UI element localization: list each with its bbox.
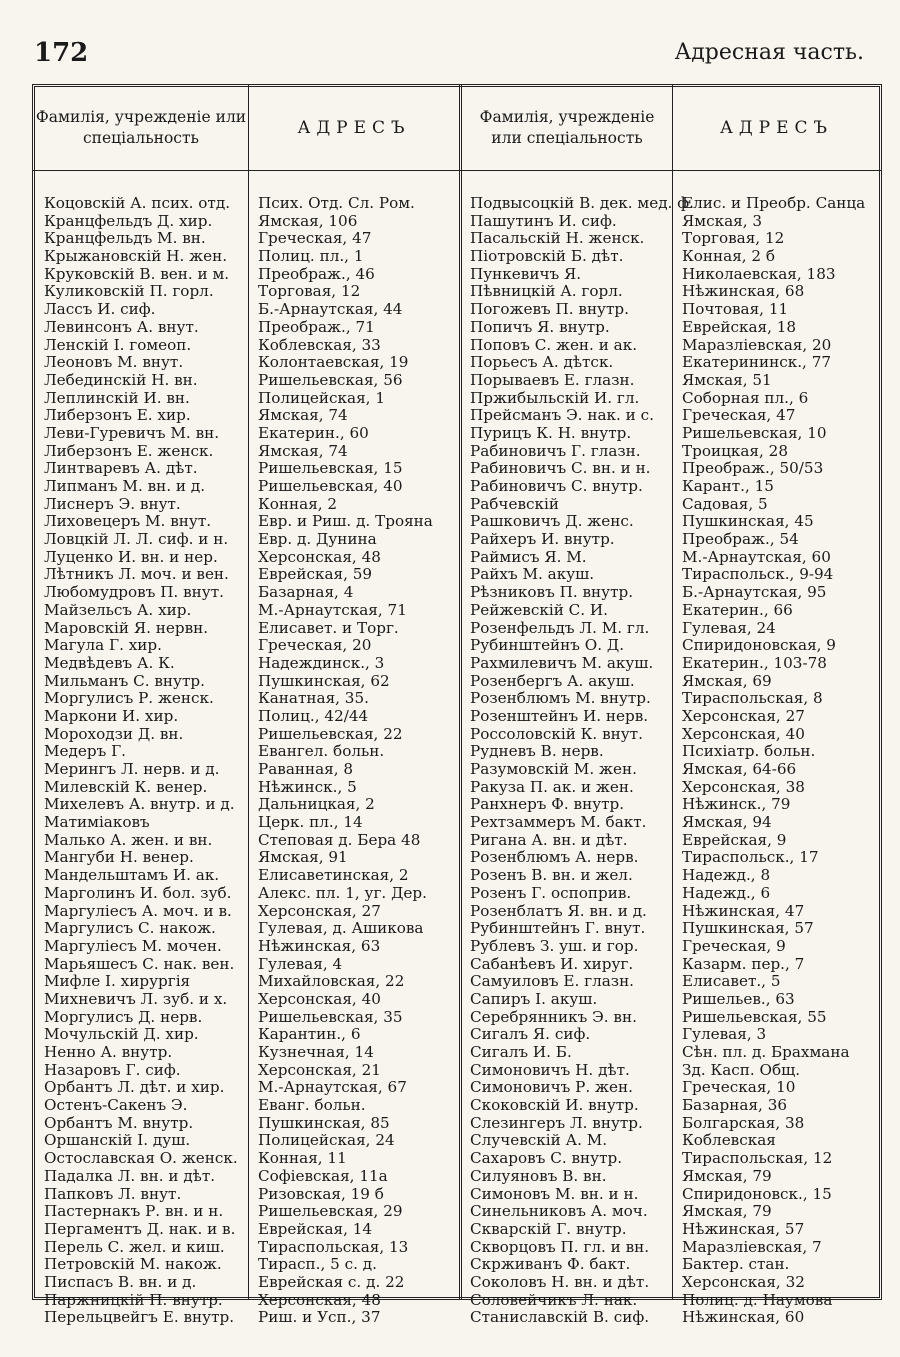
entry-name: Розенштейнъ И. нерв.: [470, 706, 649, 725]
entry-address: Болгарская, 38: [682, 1113, 805, 1132]
entry-address: Сѣн. пл. д. Брахмана: [682, 1043, 850, 1061]
entry-address: Херсонская, 40: [258, 989, 381, 1008]
entry-name: Мочульскій Д. хир.: [44, 1025, 199, 1044]
entry-address: Тираспольская, 12: [682, 1149, 833, 1168]
entry-name: Самуиловъ Е. глазн.: [470, 972, 635, 991]
entry-address: Алекс. пл. 1, уг. Дер.: [258, 883, 427, 902]
entry-address: Маразліевская, 7: [682, 1237, 822, 1256]
entry-name: Рабиновичъ С. вн. и н.: [470, 459, 651, 478]
entry-address: Греческая, 47: [258, 229, 372, 248]
entry-address: Елисавет. и Торг.: [258, 618, 399, 637]
entry-address: Херсонская, 27: [258, 901, 381, 920]
entry-name: Розенблатъ Я. вн. и д.: [470, 901, 647, 920]
entry-name: Папковъ Л. внут.: [44, 1184, 182, 1203]
entry-address: М.-Арнаутская, 60: [682, 547, 831, 566]
entry-address: Раванная, 8: [258, 760, 354, 778]
entry-address: Карант., 15: [682, 477, 774, 495]
entry-address: Ямская, 74: [258, 406, 348, 425]
entry-address: Нѣжинская, 63: [258, 936, 381, 955]
entry-name: Пурицъ К. Н. внутр.: [470, 423, 632, 442]
entry-name: Маровскій Я. нервн.: [44, 618, 209, 637]
entry-address: Псих. Отд. Сл. Ром.: [258, 194, 415, 212]
entry-address: Гулевая, д. Ашикова: [258, 919, 424, 938]
entry-name: Рабчевскій: [470, 494, 559, 513]
entry-name: Коцовскій А. псих. отд.: [44, 194, 231, 212]
entry-address: Степовая д. Бера 48: [258, 830, 421, 849]
entry-address: Ризовская, 19 б: [258, 1184, 384, 1203]
entry-address: Екатерин., 103-78: [682, 653, 827, 672]
entry-address: Пушкинская, 62: [258, 671, 390, 690]
entry-address: Гулевая, 4: [258, 954, 343, 973]
entry-name: Скоковскій И. внутр.: [470, 1096, 639, 1115]
entry-name: Луценко И. вн. и нер.: [44, 547, 218, 566]
entry-name: Маргуліесъ М. мочен.: [44, 936, 222, 955]
entry-address: Еврейская, 9: [682, 830, 787, 849]
left-addresses-column: [258, 195, 433, 1327]
entry-address: Михайловская, 22: [258, 972, 405, 991]
entry-name: Пѣвницкій А. горл.: [470, 282, 623, 301]
entry-name: Пергаментъ Д. нак. и в.: [44, 1219, 236, 1238]
entry-name: Подвысоцкій В. дек. мед. ф.: [470, 194, 694, 212]
entry-name: Пасальскій Н. женск.: [470, 229, 645, 248]
entry-name: Лиховецеръ М. внут.: [44, 512, 212, 531]
entry-address: Пушкинская, 85: [258, 1113, 390, 1132]
entry-address: Полицейская, 24: [258, 1131, 395, 1150]
entry-name: Линтваревъ А. дѣт.: [44, 459, 198, 478]
entry-address: Евангел. больн.: [258, 742, 385, 761]
entry-name: Рабиновичъ Г. глазн.: [470, 441, 641, 460]
entry-name: Ловцкій Л. Л. сиф. и н.: [44, 530, 229, 549]
entry-address: Нѣжинская, 57: [682, 1219, 805, 1238]
entry-name: Раймисъ Я. М.: [470, 547, 587, 566]
entry-name: Рублевъ З. уш. и гор.: [470, 936, 639, 955]
entry-name: Мороходзи Д. вн.: [44, 724, 184, 743]
entry-name: Орбантъ Л. дѣт. и хир.: [44, 1078, 225, 1097]
entry-address: Нѣжинская, 60: [682, 1308, 805, 1327]
entry-address: Бактер. стан.: [682, 1255, 790, 1274]
entry-address: Тираспольская, 13: [258, 1237, 409, 1256]
entry-name: Розенблюмъ А. нерв.: [470, 848, 639, 867]
entry-address: Конная, 2 б: [682, 247, 776, 266]
entry-address: Екатерин., 60: [258, 423, 369, 442]
entry-name: Маргуліесъ А. моч. и в.: [44, 901, 232, 920]
header-name-left: Фамилія, учрежденіе или спеціальность: [35, 108, 247, 147]
entry-name: Случевскій А. М.: [470, 1131, 608, 1150]
entry-address: Ришельевская, 35: [258, 1007, 403, 1026]
column-divider: [248, 84, 249, 1300]
entry-name: Симоновичъ Р. жен.: [470, 1078, 633, 1097]
entry-address: Херсонская, 48: [258, 547, 381, 566]
entry-name: Падалка Л. вн. и дѣт.: [44, 1166, 216, 1185]
entry-address: Надежд., 6: [682, 883, 771, 902]
entry-name: Розенблюмъ М. внутр.: [470, 689, 651, 708]
entry-address: Ришельевская, 55: [682, 1007, 827, 1026]
entry-name: Россоловскій К. внут.: [470, 724, 643, 743]
entry-address: Еврейская с. д. 22: [258, 1272, 405, 1291]
entry-address: Казарм. пер., 7: [682, 954, 805, 973]
entry-name: Пржибыльскій И. гл.: [470, 388, 640, 407]
entry-name: Лѣтникъ Л. моч. и вен.: [44, 565, 229, 584]
entry-name: Ленскій І. гомеоп.: [44, 335, 192, 354]
entry-name: Магула Г. хир.: [44, 636, 162, 655]
entry-name: Лассъ И. сиф.: [44, 300, 156, 319]
entry-name: Мильманъ С. внутр.: [44, 671, 205, 690]
entry-address: Нѣжинск., 79: [682, 795, 791, 814]
entry-name: Ранхнеръ Ф. внутр.: [470, 795, 625, 814]
entry-name: Куликовскій П. горл.: [44, 282, 214, 301]
entry-address: Софіевская, 11а: [258, 1166, 388, 1185]
entry-address: Конная, 11: [258, 1149, 347, 1168]
entry-name: Рашковичъ Д. женс.: [470, 512, 634, 531]
entry-name: Розенбергъ А. акуш.: [470, 671, 635, 690]
entry-name: Мангуби Н. венер.: [44, 848, 194, 867]
entry-name: Слезингеръ Л. внутр.: [470, 1113, 643, 1132]
entry-name: Круковскій В. вен. и м.: [44, 264, 230, 283]
entry-address: Ямская, 91: [258, 848, 348, 867]
header-address-right: АДРЕСЪ: [719, 117, 834, 138]
entry-address: Ришельевская, 56: [258, 370, 403, 389]
entry-name: Сапиръ І. акуш.: [470, 989, 598, 1008]
entry-address: Херсонская, 40: [682, 724, 805, 743]
entry-name: Порываевъ Е. глазн.: [470, 370, 635, 389]
entry-address: Спиридоновская, 9: [682, 636, 836, 655]
entry-address: Канатная, 35.: [258, 689, 369, 708]
entry-name: Марголинъ И. бол. зуб.: [44, 883, 232, 902]
entry-address: Ямская, 64-66: [682, 760, 797, 778]
entry-address: Пушкинская, 57: [682, 919, 814, 938]
entry-name: Михневичъ Л. зуб. и х.: [44, 989, 228, 1008]
entry-address: Пушкинская, 45: [682, 512, 814, 531]
entry-address: Полицейская, 1: [258, 388, 385, 407]
entry-name: Кранцфельдъ Д. хир.: [44, 211, 213, 230]
entry-name: Розенъ В. вн. и жел.: [470, 866, 633, 885]
center-divider: [459, 84, 462, 1300]
entry-address: Б.-Арнаутская, 95: [682, 583, 827, 602]
entry-address: Николаевская, 183: [682, 264, 836, 283]
entry-name: Петровскій М. накож.: [44, 1255, 222, 1274]
entry-name: Мерингъ Л. нерв. и д.: [44, 760, 220, 778]
entry-name: Лебединскій Н. вн.: [44, 370, 198, 389]
entry-name: Леплинскій И. вн.: [44, 388, 190, 407]
entry-address: Ямская, 74: [258, 441, 348, 460]
entry-address: Маразліевская, 20: [682, 335, 832, 354]
entry-name: Рубинштейнъ Г. внут.: [470, 919, 646, 938]
entry-name: Сахаровъ С. внутр.: [470, 1149, 623, 1168]
entry-address: Церк. пл., 14: [258, 813, 363, 832]
entry-address: Ришельевская, 22: [258, 724, 403, 743]
entry-name: Марьяшесъ С. нак. вен.: [44, 954, 235, 973]
entry-name: Моргулисъ Д. нерв.: [44, 1007, 203, 1026]
entry-address: Ямская, 94: [682, 813, 772, 832]
entry-name: Остославская О. женск.: [44, 1149, 238, 1168]
entry-address: Греческая, 10: [682, 1078, 796, 1097]
entry-address: Ришельевская, 10: [682, 423, 827, 442]
entry-name: Леоновъ М. внут.: [44, 353, 184, 372]
entry-address: Ришельевская, 29: [258, 1202, 403, 1221]
entry-address: Преображ., 71: [258, 317, 375, 336]
entry-name: Серебрянникъ Э. вн.: [470, 1007, 637, 1026]
entry-name: Ригана А. вн. и дѣт.: [470, 830, 628, 849]
entry-address: Зд. Касп. Общ.: [682, 1060, 801, 1079]
entry-address: Тираспольск., 9-94: [682, 565, 834, 584]
entry-address: Коблевская: [682, 1131, 776, 1150]
entry-address: Надежд., 8: [682, 866, 771, 885]
entry-address: Полиц. д. Наумова: [682, 1290, 833, 1309]
entry-address: Еврейская, 18: [682, 317, 797, 336]
entry-address: Торговая, 12: [682, 229, 785, 248]
entry-name: Кранцфельдъ М. вн.: [44, 229, 206, 248]
entry-name: Любомудровъ П. внут.: [44, 583, 224, 602]
entry-name: Матиміаковъ: [44, 813, 150, 832]
entry-name: Симоновичъ Н. дѣт.: [470, 1060, 630, 1079]
entry-address: Карантин., 6: [258, 1025, 361, 1044]
entry-address: Елисаветинская, 2: [258, 866, 409, 885]
entry-name: Розенъ Г. оспоприв.: [470, 883, 632, 902]
entry-address: Преображ., 46: [258, 264, 375, 283]
entry-name: Піотровскій Б. дѣт.: [470, 247, 624, 266]
entry-name: Медеръ Г.: [44, 742, 126, 761]
entry-address: Екатерининск., 77: [682, 353, 832, 372]
entry-name: Оршанскій І. душ.: [44, 1131, 191, 1150]
entry-name: Ненно А. внутр.: [44, 1043, 173, 1061]
entry-address: Торговая, 12: [258, 282, 361, 301]
entry-name: Пашутинъ И. сиф.: [470, 211, 617, 230]
entry-address: Евр. д. Дунина: [258, 530, 377, 549]
entry-address: Гулевая, 3: [682, 1025, 767, 1044]
entry-address: Греческая, 9: [682, 936, 786, 955]
entry-name: Малько А. жен. и вн.: [44, 830, 213, 849]
entry-address: Базарная, 4: [258, 583, 354, 602]
entry-address: Екатерин., 66: [682, 600, 793, 619]
entry-name: Назаровъ Г. сиф.: [44, 1060, 181, 1079]
entry-address: Нѣжинская, 47: [682, 901, 805, 920]
entry-address: Соборная пл., 6: [682, 388, 809, 407]
entry-address: Херсонская, 48: [258, 1290, 381, 1309]
entry-name: Попичъ Я. внутр.: [470, 317, 610, 336]
entry-address: Риш. и Усп., 37: [258, 1308, 381, 1327]
entry-name: Майзельсъ А. хир.: [44, 600, 192, 619]
entry-address: Садовая, 5: [682, 494, 768, 513]
entry-name: Сабанѣевъ И. хируг.: [470, 954, 634, 973]
entry-name: Рѣзниковъ П. внутр.: [470, 583, 634, 602]
entry-name: Симоновъ М. вн. и н.: [470, 1184, 639, 1203]
entry-address: Дальницкая, 2: [258, 795, 375, 814]
entry-address: Ямская, 106: [258, 211, 358, 230]
entry-address: Троицкая, 28: [682, 441, 788, 460]
entry-name: Разумовскій М. жен.: [470, 760, 637, 778]
entry-address: Нѣжинск., 5: [258, 777, 357, 796]
entry-name: Скворцовъ П. гл. и вн.: [470, 1237, 650, 1256]
entry-name: Моргулисъ Р. женск.: [44, 689, 214, 708]
entry-address: Ямская, 79: [682, 1166, 772, 1185]
entry-address: Евр. и Риш. д. Трояна: [258, 512, 433, 531]
entry-address: Колонтаевская, 19: [258, 353, 409, 372]
entry-address: Ямская, 51: [682, 370, 772, 389]
entry-address: Базарная, 36: [682, 1096, 788, 1115]
entry-address: Полиц. пл., 1: [258, 247, 364, 266]
entry-address: Нѣжинская, 68: [682, 282, 805, 301]
entry-name: Поповъ С. жен. и ак.: [470, 335, 638, 354]
entry-address: М.-Арнаутская, 71: [258, 600, 407, 619]
entry-name: Сигалъ И. Б.: [470, 1043, 572, 1061]
entry-name: Станиславскій В. сиф.: [470, 1308, 650, 1327]
entry-name: Погожевъ П. внутр.: [470, 300, 629, 319]
entry-name: Рубинштейнъ О. Д.: [470, 636, 625, 655]
entry-name: Рабиновичъ С. внутр.: [470, 477, 643, 495]
entry-address: Тираспольск., 17: [682, 848, 819, 867]
right-names-column: [470, 195, 694, 1327]
entry-name: Пастернакъ Р. вн. и н.: [44, 1202, 224, 1221]
entry-name: Леви-Гуревичъ М. вн.: [44, 423, 220, 442]
entry-address: Херсонская, 21: [258, 1060, 381, 1079]
right-addresses-column: [682, 195, 865, 1327]
entry-name: Райхъ М. акуш.: [470, 565, 595, 584]
header-rule: [32, 170, 882, 171]
entry-address: Греческая, 47: [682, 406, 796, 425]
entry-address: Херсонская, 32: [682, 1272, 805, 1291]
entry-name: Орбантъ М. внутр.: [44, 1113, 194, 1132]
entry-name: Михелевъ А. внутр. и д.: [44, 795, 235, 814]
header-name-right: Фамилія, учрежденіе или спеціальность: [479, 108, 655, 147]
entry-address: Преображ., 54: [682, 530, 799, 549]
entry-name: Перельцвейгъ Е. внутр.: [44, 1308, 235, 1327]
entry-address: Херсонская, 27: [682, 706, 805, 725]
entry-address: Конная, 2: [258, 494, 338, 513]
entry-name: Скварскій Г. внутр.: [470, 1219, 627, 1238]
entry-address: Гулевая, 24: [682, 618, 776, 637]
entry-name: Синельниковъ А. моч.: [470, 1202, 648, 1221]
entry-address: Херсонская, 38: [682, 777, 805, 796]
entry-name: Паржницкій П. внутр.: [44, 1290, 223, 1309]
entry-name: Левинсонъ А. внут.: [44, 317, 199, 336]
entry-name: Маргулисъ С. накож.: [44, 919, 216, 938]
entry-name: Пункевичъ Я.: [470, 264, 582, 283]
entry-address: Ямская, 3: [682, 211, 763, 230]
entry-address: Ришельевская, 40: [258, 477, 403, 495]
entry-name: Мандельштамъ И. ак.: [44, 866, 220, 885]
header-address-left: АДРЕСЪ: [297, 117, 411, 138]
entry-name: Соколовъ Н. вн. и дѣт.: [470, 1272, 650, 1291]
entry-name: Милевскій К. венер.: [44, 777, 208, 796]
entry-address: Психіатр. больн.: [682, 742, 816, 761]
running-head: Адресная часть.: [674, 40, 864, 65]
page-number: 172: [34, 38, 89, 68]
entry-address: Ришельевская, 15: [258, 459, 403, 478]
entry-name: Соловейчикъ Л. нак.: [470, 1290, 638, 1309]
entry-name: Маркони И. хир.: [44, 706, 179, 725]
entry-name: Ракуза П. ак. и жен.: [470, 777, 634, 796]
entry-name: Скрживанъ Ф. бакт.: [470, 1255, 631, 1274]
entry-address: Ямская, 69: [682, 671, 772, 690]
entry-address: М.-Арнаутская, 67: [258, 1078, 407, 1097]
entry-address: Надеждинск., 3: [258, 653, 385, 672]
entry-address: Почтовая, 11: [682, 300, 789, 319]
entry-address: Елисавет., 5: [682, 972, 781, 991]
entry-name: Медвѣдевъ А. К.: [44, 653, 175, 672]
entry-address: Тирасп., 5 с. д.: [258, 1255, 377, 1274]
entry-name: Либерзонъ Е. хир.: [44, 406, 191, 425]
entry-address: Еврейская, 59: [258, 565, 373, 584]
entry-name: Рудневъ В. нерв.: [470, 742, 604, 761]
entry-address: Елис. и Преобр. Санца: [682, 194, 866, 212]
entry-name: Крыжановскій Н. жен.: [44, 247, 228, 266]
entry-name: Рехтзаммеръ М. бакт.: [470, 813, 647, 832]
entry-name: Мифле І. хирургія: [44, 972, 191, 991]
entry-address: Б.-Арнаутская, 44: [258, 300, 403, 319]
entry-address: Коблевская, 33: [258, 335, 381, 354]
entry-name: Сигалъ Я. сиф.: [470, 1025, 591, 1044]
entry-address: Преображ., 50/53: [682, 459, 824, 478]
entry-name: Писпасъ В. вн. и д.: [44, 1272, 197, 1291]
entry-name: Лиснеръ Э. внут.: [44, 494, 181, 513]
entry-name: Рейжевскій С. И.: [470, 600, 608, 619]
entry-name: Райхеръ И. внутр.: [470, 530, 615, 549]
entry-name: Рахмилевичъ М. акуш.: [470, 653, 654, 672]
entry-address: Ришельев., 63: [682, 989, 795, 1008]
entry-name: Порьесъ А. дѣтск.: [470, 353, 614, 372]
entry-address: Полиц., 42/44: [258, 706, 369, 725]
entry-name: Прейсманъ Э. нак. и с.: [470, 406, 654, 425]
entry-address: Еврейская, 14: [258, 1219, 373, 1238]
entry-address: Ямская, 79: [682, 1202, 772, 1221]
entry-name: Либерзонъ Е. женск.: [44, 441, 214, 460]
entry-name: Остенъ-Сакенъ Э.: [44, 1096, 188, 1115]
left-names-column: [44, 195, 238, 1327]
entry-address: Еванг. больн.: [258, 1096, 366, 1115]
entry-address: Греческая, 20: [258, 636, 372, 655]
entry-name: Липманъ М. вн. и д.: [44, 477, 206, 495]
entry-address: Кузнечная, 14: [258, 1043, 374, 1061]
entry-name: Розенфельдъ Л. М. гл.: [470, 618, 650, 637]
entry-name: Силуяновъ В. вн.: [470, 1166, 607, 1185]
entry-name: Перель С. жел. и киш.: [44, 1237, 225, 1256]
entry-address: Тираспольская, 8: [682, 689, 823, 708]
entry-address: Спиридоновск., 15: [682, 1184, 832, 1203]
